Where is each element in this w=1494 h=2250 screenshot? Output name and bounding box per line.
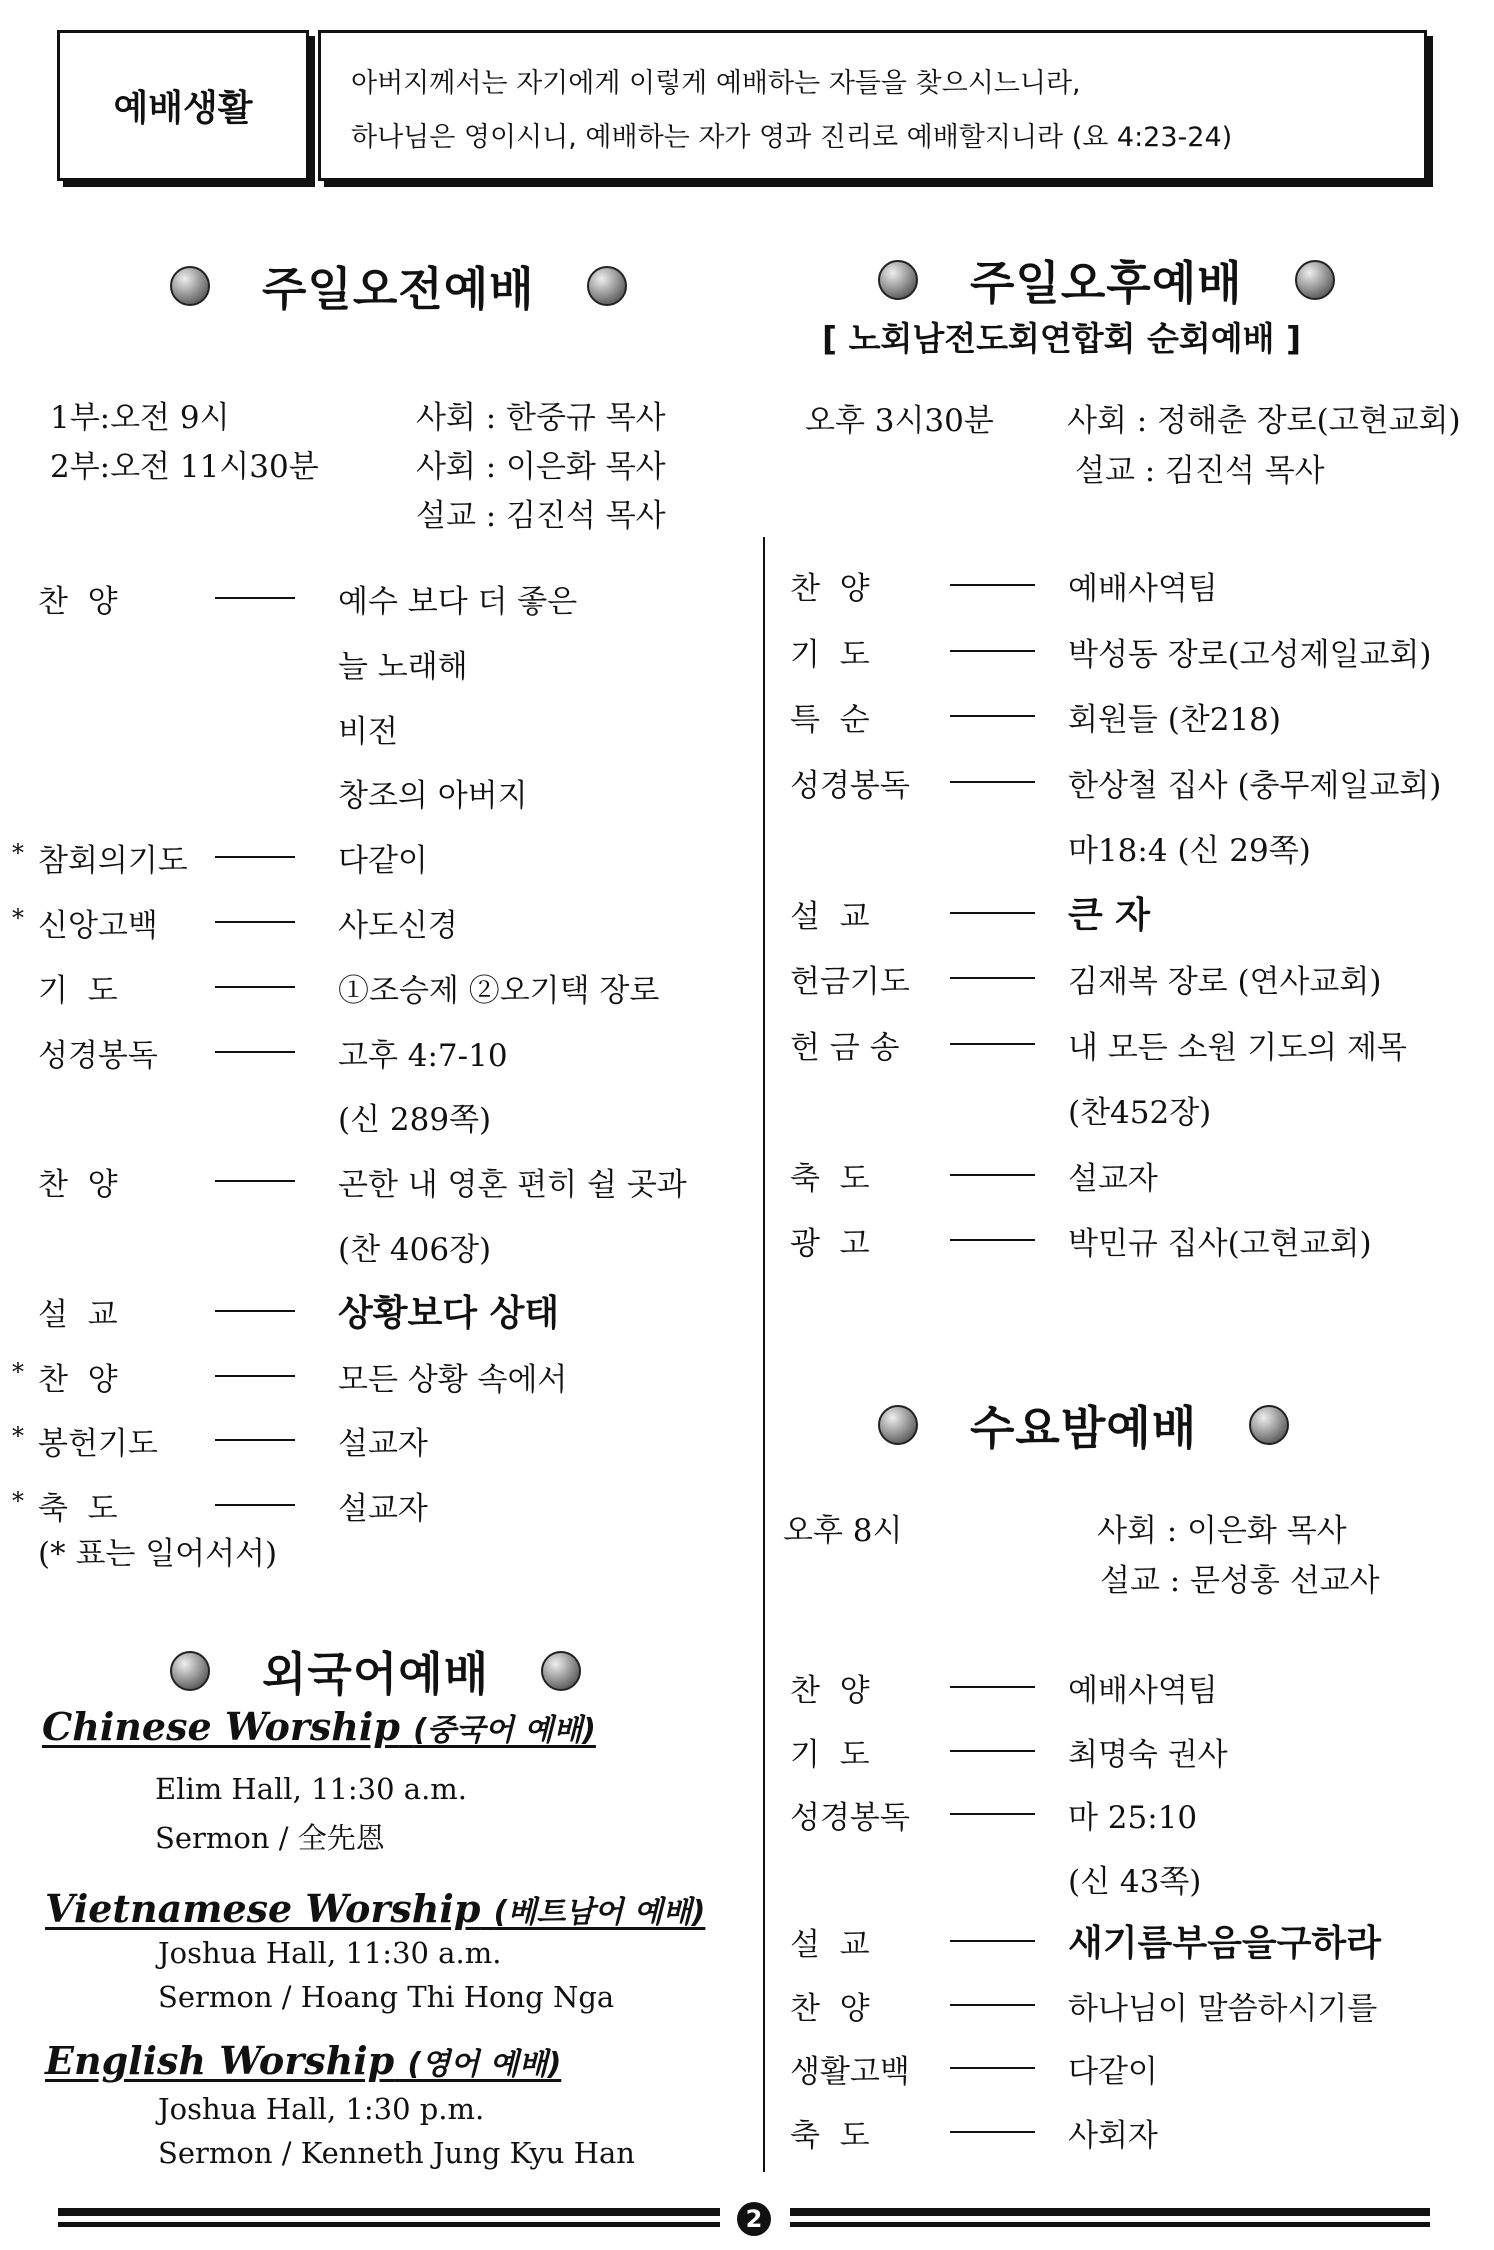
wednesday-time: 오후 8시 — [783, 1513, 903, 1549]
order-item-label: 기 도 — [790, 636, 870, 673]
leader-dash — [950, 781, 1035, 783]
morning-role-1: 사회 : 한중규 목사 — [416, 400, 666, 436]
order-item-label: 헌 금 송 — [790, 1029, 900, 1066]
order-item-label: 광 고 — [790, 1226, 870, 1262]
order-item-value: 곤한 내 영혼 편히 쉴 곳과 — [338, 1167, 687, 1204]
page-number: 2 — [737, 2202, 771, 2236]
standing-marker: * — [12, 1422, 24, 1451]
bullet-icon — [170, 266, 210, 306]
service-name-kr: (베트남어 예배) — [493, 1895, 706, 1930]
order-item-value: 회원들 (찬218) — [1068, 702, 1281, 738]
order-item-label: 찬 양 — [38, 584, 118, 620]
leader-dash — [215, 1439, 295, 1441]
morning-title: 주일오전예배 — [262, 262, 535, 316]
order-item-label: 축 도 — [790, 2117, 870, 2154]
leader-dash — [950, 715, 1035, 717]
leader-dash — [950, 2131, 1035, 2133]
order-item-value: 예배사역팀 — [1068, 571, 1218, 607]
wednesday-title: 수요밤예배 — [970, 1401, 1198, 1455]
leader-dash — [215, 1504, 295, 1506]
vietnamese-worship-place: Joshua Hall, 11:30 a.m. — [158, 1936, 502, 1970]
afternoon-role-2: 설교 : 김진석 목사 — [1075, 453, 1325, 489]
verse-box — [318, 30, 1427, 181]
order-item-label: 생활고백 — [790, 2054, 910, 2090]
wednesday-heading — [878, 1392, 1289, 1458]
order-item-value: 김재복 장로 (연사교회) — [1068, 964, 1382, 1000]
order-item-value: 최명숙 권사 — [1068, 1736, 1228, 1773]
bullet-icon — [878, 1405, 918, 1445]
order-item-value: 사회자 — [1068, 2117, 1158, 2154]
vietnamese-worship-title — [45, 1886, 705, 1931]
section-label-box — [57, 30, 309, 181]
morning-note: (* 표는 일어서서) — [38, 1536, 278, 1572]
order-item-value: (신 289쪽) — [338, 1102, 492, 1139]
order-item-label: 설 교 — [38, 1296, 118, 1333]
verse-line-2: 하나님은 영이시니, 예배하는 자가 영과 진리로 예배할지니라 (요 4:23-24) — [351, 122, 1233, 153]
leader-dash — [950, 2004, 1035, 2006]
leader-dash — [950, 1813, 1035, 1815]
leader-dash — [950, 1043, 1035, 1045]
footer-rule-right — [790, 2208, 1430, 2227]
order-item-label: 헌금기도 — [790, 964, 910, 1000]
order-item-value: 다같이 — [1068, 2054, 1158, 2090]
foreign-heading — [170, 1638, 581, 1704]
chinese-worship-sermon: Sermon / 全先恩 — [155, 1821, 385, 1855]
leader-dash — [950, 912, 1035, 914]
service-name: Vietnamese Worship — [45, 1886, 481, 1931]
leader-dash — [950, 2067, 1035, 2069]
chinese-worship-place: Elim Hall, 11:30 a.m. — [155, 1772, 468, 1806]
standing-marker: * — [12, 904, 24, 932]
order-item-value: 박성동 장로(고성제일교회) — [1068, 636, 1432, 673]
afternoon-subtitle: [ 노회남전도회연합회 순회예배 ] — [822, 319, 1302, 358]
wednesday-role-2: 설교 : 문성홍 선교사 — [1100, 1563, 1380, 1599]
leader-dash — [215, 986, 295, 988]
order-item-label: 설 교 — [790, 898, 870, 935]
order-item-label: 찬 양 — [790, 1990, 870, 2027]
order-item-label: 성경봉독 — [38, 1037, 158, 1074]
leader-dash — [950, 1239, 1035, 1241]
order-item-value: (신 43쪽) — [1068, 1863, 1202, 1900]
order-item-label: 기 도 — [790, 1736, 870, 1773]
english-worship-title — [45, 2038, 561, 2083]
order-item-value: 마 25:10 — [1068, 1800, 1198, 1836]
order-item-value: 하나님이 말씀하시기를 — [1068, 1990, 1378, 2027]
bullet-icon — [587, 266, 627, 306]
column-divider — [763, 537, 765, 2172]
leader-dash — [215, 1051, 295, 1053]
afternoon-time: 오후 3시30분 — [805, 403, 994, 439]
leader-dash — [215, 1375, 295, 1377]
morning-heading — [170, 253, 627, 319]
order-item-value: 창조의 아버지 — [338, 778, 528, 815]
standing-marker: * — [12, 1487, 24, 1516]
chinese-worship-title — [42, 1704, 596, 1749]
leader-dash — [215, 1310, 295, 1312]
section-label: 예배생활 — [113, 88, 253, 129]
leader-dash — [950, 584, 1035, 586]
leader-dash — [950, 1750, 1035, 1752]
order-item-label: 찬 양 — [38, 1361, 118, 1398]
leader-dash — [950, 650, 1035, 652]
standing-marker: * — [12, 1357, 24, 1386]
order-item-value: 모든 상황 속에서 — [338, 1361, 568, 1398]
order-item-value: 사도신경 — [338, 908, 458, 944]
order-item-value: 예배사역팀 — [1068, 1673, 1218, 1709]
service-name-kr: (영어 예배) — [407, 2047, 562, 2082]
morning-role-3: 설교 : 김진석 목사 — [416, 498, 666, 534]
order-item-label: 찬 양 — [790, 1673, 870, 1709]
order-item-value: 새기름부음을구하라 — [1068, 1923, 1381, 1964]
wednesday-role-1: 사회 : 이은화 목사 — [1097, 1513, 1347, 1549]
order-item-value: 다같이 — [338, 843, 428, 880]
bullet-icon — [170, 1651, 210, 1691]
service-name: English Worship — [45, 2038, 395, 2083]
morning-role-2: 사회 : 이은화 목사 — [416, 449, 666, 485]
order-item-value: 내 모든 소원 기도의 제목 — [1068, 1029, 1407, 1066]
service-name: Chinese Worship — [42, 1704, 400, 1749]
leader-dash — [215, 1180, 295, 1182]
order-item-label: 기 도 — [38, 972, 118, 1009]
footer-rule-left — [58, 2208, 720, 2227]
service-name-kr: (중국어 예배) — [413, 1713, 596, 1748]
order-item-value: 박민규 집사(고현교회) — [1068, 1226, 1372, 1262]
order-item-label: 봉헌기도 — [38, 1426, 158, 1463]
afternoon-heading — [878, 247, 1335, 313]
order-item-value: ①조승제 ②오기택 장로 — [338, 972, 660, 1009]
order-item-value: 상황보다 상태 — [338, 1292, 560, 1334]
order-item-value: 한상철 집사 (충무제일교회) — [1068, 767, 1442, 804]
order-item-value: 고후 4:7-10 — [338, 1037, 508, 1074]
english-worship-sermon: Sermon / Kenneth Jung Kyu Han — [158, 2136, 635, 2170]
order-item-value: 늘 노래해 — [338, 648, 468, 685]
verse-line-1: 아버지께서는 자기에게 이렇게 예배하는 자들을 찾으시느니라, — [351, 68, 1081, 99]
order-item-label: 설 교 — [790, 1927, 870, 1963]
order-item-label: 신앙고백 — [38, 908, 158, 944]
order-item-label: 축 도 — [38, 1491, 118, 1528]
order-item-label: 찬 양 — [38, 1167, 118, 1204]
order-item-value: (찬 406장) — [338, 1232, 492, 1268]
foreign-title: 외국어예배 — [262, 1647, 490, 1701]
order-item-value: 마18:4 (신 29쪽) — [1068, 833, 1311, 869]
order-item-value: 설교자 — [1068, 1160, 1158, 1197]
order-item-value: (찬452장) — [1068, 1095, 1212, 1131]
leader-dash — [215, 597, 295, 599]
order-item-value: 설교자 — [338, 1426, 428, 1463]
english-worship-place: Joshua Hall, 1:30 p.m. — [158, 2092, 485, 2126]
bullet-icon — [1249, 1405, 1289, 1445]
order-item-label: 특 순 — [790, 702, 870, 738]
bullet-icon — [541, 1651, 581, 1691]
morning-time-1: 1부:오전 9시 — [50, 400, 230, 436]
bullet-icon — [1295, 260, 1335, 300]
order-item-value: 설교자 — [338, 1491, 428, 1528]
leader-dash — [950, 1174, 1035, 1176]
leader-dash — [215, 921, 295, 923]
order-item-label: 축 도 — [790, 1160, 870, 1197]
vietnamese-worship-sermon: Sermon / Hoang Thi Hong Nga — [158, 1980, 615, 2014]
order-item-label: 성경봉독 — [790, 767, 910, 804]
afternoon-role-1: 사회 : 정해춘 장로(고현교회) — [1067, 403, 1461, 439]
order-item-value: 비전 — [338, 713, 398, 750]
order-item-value: 큰 자 — [1068, 894, 1151, 936]
leader-dash — [950, 1686, 1035, 1688]
morning-time-2: 2부:오전 11시30분 — [50, 449, 319, 485]
order-item-label: 참회의기도 — [38, 843, 188, 880]
afternoon-title: 주일오후예배 — [970, 256, 1243, 310]
order-item-value: 예수 보다 더 좋은 — [338, 584, 578, 620]
leader-dash — [215, 856, 295, 858]
leader-dash — [950, 977, 1035, 979]
order-item-label: 성경봉독 — [790, 1800, 910, 1836]
order-item-label: 찬 양 — [790, 571, 870, 607]
bullet-icon — [878, 260, 918, 300]
leader-dash — [950, 1940, 1035, 1942]
standing-marker: * — [12, 839, 24, 868]
